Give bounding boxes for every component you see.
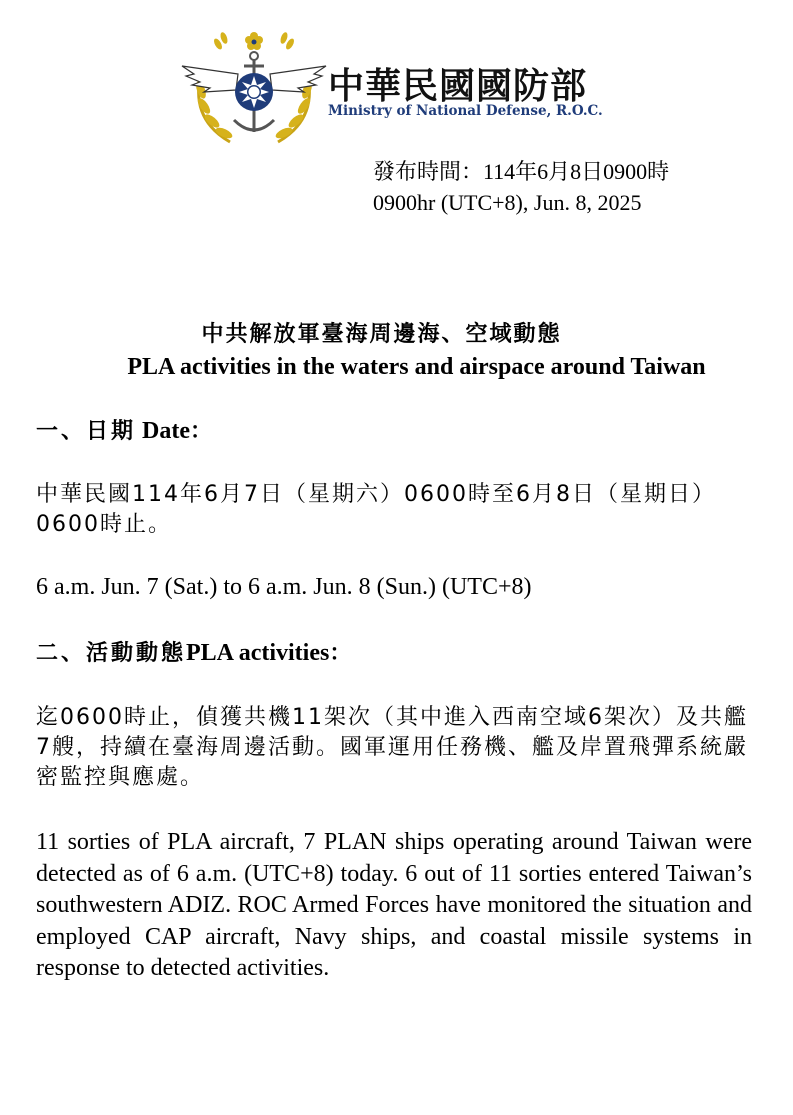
release-time-en: 0900hr (UTC+8), Jun. 8, 2025 (373, 190, 642, 215)
section-activities-heading (36, 636, 354, 667)
section-activities-heading-colon: ： (329, 641, 355, 666)
section-date-heading-zh: 一、日期 (36, 419, 137, 444)
section-activities-heading-zh: 二、活動動態 (36, 641, 187, 666)
release-time-zh: 發布時間：114年6月8日0900時 (373, 159, 670, 184)
section-activities-body-zh: 迄0600時止，偵獲共機11架次（其中進入西南空域6架次）及共艦7艘，持續在臺海周邊活動。國軍運用任務機、艦及岸置飛彈系統嚴密監控與應處。 (36, 705, 748, 790)
section-activities-body-en: 11 sorties of PLA aircraft, 7 PLAN ships operating around Taiwan were detected as of 6 a.m. (UTC+8) today. 6 out of 11 sorties entered Taiwan’s southwestern ADIZ. ROC Armed Forces have monitored the situation and employed CAP aircraft, Navy ships, and coastal missile systems in response to detected activities. (36, 829, 752, 981)
org-name-en: Ministry of National Defense, R.O.C. (328, 103, 603, 119)
section-date-body-en: 6 a.m. Jun. 7 (Sat.) to 6 a.m. Jun. 8 (Sun.) (UTC+8) (36, 574, 532, 600)
title-zh: 中共解放軍臺海周邊海、空域動態 (201, 322, 562, 347)
release-time (373, 156, 669, 218)
org-name-zh: 中華民國國防部 (328, 66, 588, 107)
section-date-heading (36, 414, 215, 445)
mnd-emblem-icon (180, 30, 328, 148)
section-activities-heading-en: PLA activities (186, 640, 330, 666)
section-date-body-zh: 中華民國114年6月7日（星期六）0600時至6月8日（星期日）0600時止。 (36, 482, 716, 537)
title-en: PLA activities in the waters and airspace around Taiwan (127, 354, 706, 380)
section-date-heading-en: Date (136, 418, 190, 444)
document-title (0, 320, 793, 384)
section-date-heading-colon: ： (190, 419, 216, 444)
